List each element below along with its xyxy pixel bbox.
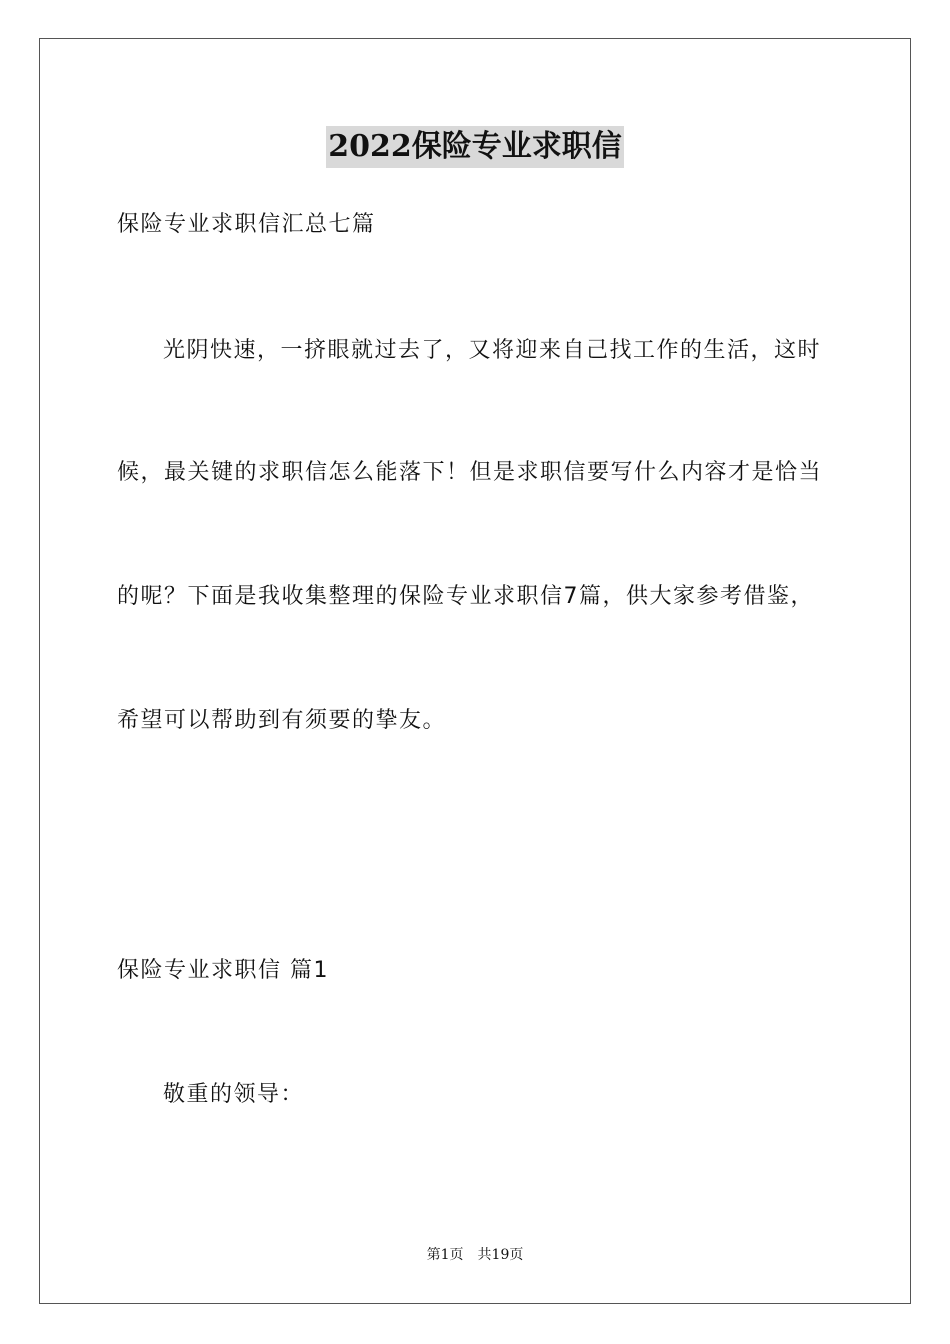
page-number-total: 共19页 (477, 1247, 524, 1263)
intro-line-4: 希望可以帮助到有须要的挚友。 (117, 708, 447, 733)
page-footer (0, 1245, 950, 1265)
document-title: 2022保险专业求职信 (326, 126, 624, 168)
document-subtitle: 保险专业求职信汇总七篇 (117, 212, 376, 237)
intro-line-1: 光阴快速，一挤眼就过去了，又将迎来自己找工作的生活，这时 (163, 338, 822, 363)
intro-line-3: 的呢？下面是我收集整理的保险专业求职信7篇，供大家参考借鉴， (117, 584, 814, 609)
title-container (0, 126, 950, 168)
salutation: 敬重的领导： (163, 1082, 305, 1107)
intro-line-2: 候，最关键的求职信怎么能落下！但是求职信要写什么内容才是恰当 (117, 460, 823, 485)
page-number-current: 第1页 (426, 1247, 464, 1263)
section-heading: 保险专业求职信 篇1 (117, 958, 329, 983)
